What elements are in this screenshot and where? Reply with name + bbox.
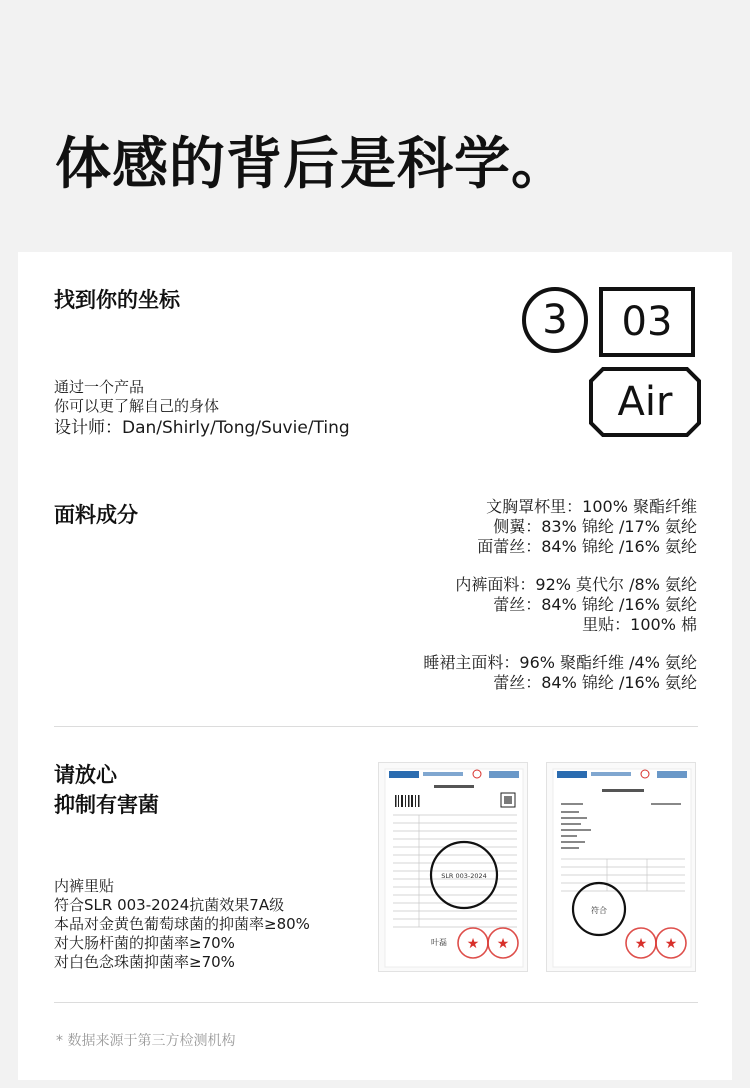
coordinates-line: 你可以更了解自己的身体 [54,397,220,415]
coordinates-description [54,378,350,440]
fabric-line: 内裤面料：92% 莫代尔 /8% 氨纶 [455,575,697,594]
antibacterial-line: 本品对金黄色葡萄球菌的抑菌率≥80% [54,915,310,933]
bra-fabric-group [423,497,697,557]
antibacterial-line: 对白色念珠菌抑菌率≥70% [54,953,235,971]
nightdress-fabric-group [423,653,697,693]
test-report-drawing [379,763,528,972]
antibacterial-details [54,877,310,972]
antibacterial-line: 符合SLR 003-2024抗菌效果7A级 [54,896,285,914]
number-square-badge: 03 [599,287,695,357]
antibacterial-title [54,760,159,820]
left-stamp-text: SLR 003-2024 [441,872,487,880]
star-icon: ★ [466,936,480,952]
number-circle-badge: 3 [522,287,588,353]
fabric-line: 侧翼：83% 锦纶 /17% 氨纶 [493,517,697,536]
section-divider [54,1002,698,1003]
star-icon: ★ [664,936,678,952]
right-stamp-text: 符合 [591,906,607,915]
section-divider [54,726,698,727]
fabric-line: 面蕾丝：84% 锦纶 /16% 氨纶 [477,537,697,556]
panty-fabric-group [423,575,697,635]
antibacterial-title-line: 抑制有害菌 [54,793,159,817]
test-report-image-right [546,762,696,972]
antibacterial-line: 对大肠杆菌的抑菌率≥70% [54,934,235,952]
product-badges [522,287,702,437]
fabric-line: 睡裙主面料：96% 聚酯纤维 /4% 氨纶 [423,653,697,672]
fabric-line: 里贴：100% 棉 [582,615,697,634]
air-badge [589,367,701,437]
star-icon: ★ [496,936,510,952]
page-headline: 体感的背后是科学。 [55,132,568,197]
fabric-title: 面料成分 [54,503,138,527]
designer-line: 设计师：Dan/Shirly/Tong/Suvie/Ting [54,418,350,438]
star-icon: ★ [634,936,648,952]
antibacterial-title-line: 请放心 [54,763,117,787]
fabric-line: 蕾丝：84% 锦纶 /16% 氨纶 [493,673,697,692]
fabric-line: 蕾丝：84% 锦纶 /16% 氨纶 [493,595,697,614]
source-footnote: * 数据来源于第三方检测机构 [56,1033,236,1049]
air-badge-label: Air [617,379,673,425]
fabric-composition [423,497,697,711]
test-report-drawing [547,763,696,972]
test-report-image-left [378,762,528,972]
coordinates-line: 通过一个产品 [54,378,145,396]
coordinates-title: 找到你的坐标 [54,288,180,312]
fabric-line: 文胸罩杯里：100% 聚酯纤维 [486,497,697,516]
content-card [18,252,732,1080]
signature-text: 叶磊 [431,938,447,947]
antibacterial-line: 内裤里贴 [54,877,115,895]
